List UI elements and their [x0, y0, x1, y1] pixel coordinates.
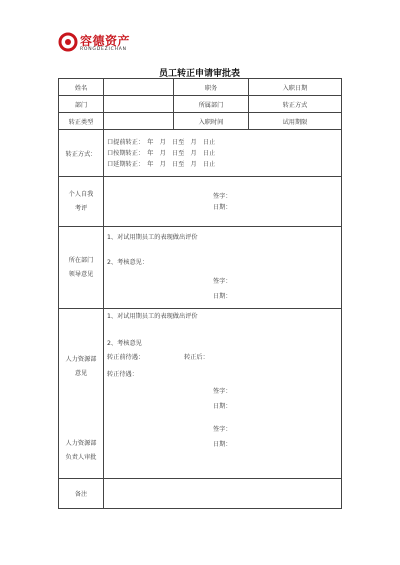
hr-review-label-line1: 人力资源部: [65, 356, 97, 363]
dept-value: 所属部门: [174, 96, 249, 113]
type-label: 转正类型: [59, 113, 104, 130]
dept-review-item1: 1、对试用期员工的表现做出评价: [107, 234, 198, 241]
hr-head-label-line2: 负责人审批: [65, 454, 97, 461]
hr-head-date: 日期：: [213, 441, 232, 448]
remarks-field[interactable]: [104, 479, 342, 509]
remarks-label: 备注: [59, 479, 104, 509]
self-eval-label-line1: 个人自我: [68, 190, 94, 198]
dept-review-label-line1: 所在部门: [68, 256, 94, 264]
document-title: 员工转正申请审批表: [158, 69, 240, 79]
form-row-type: [59, 113, 342, 130]
self-eval-signature: 签字：: [213, 192, 232, 200]
conversion-options: [104, 130, 342, 177]
hr-benefit: 转正待遇：: [107, 371, 138, 378]
hr-salary-line: [107, 352, 338, 363]
dept-label: 部门: [59, 96, 104, 113]
type-value: 入职时间: [174, 113, 249, 130]
hr-review-content[interactable]: [104, 309, 342, 479]
dept-review-date: 日期：: [213, 293, 232, 300]
form-row-name: [59, 79, 342, 96]
conversion-option-delayed[interactable]: 口延期转正： 年 月 日至 月 日止: [107, 160, 216, 168]
form-row-hr-review: [59, 309, 342, 479]
hr-review-date: 日期：: [213, 403, 232, 410]
approval-form: [58, 78, 342, 509]
dept-review-label-line2: 领导意见: [68, 270, 94, 278]
self-eval-label: [59, 177, 104, 227]
entry-date-label: 入职日期: [249, 79, 342, 96]
logo-name: 容德资产: [80, 34, 131, 48]
dept-review-signature: 签字：: [213, 278, 232, 285]
form-row-dept-review: [59, 227, 342, 309]
conversion-option-early[interactable]: 口提前转正： 年 月 日至 月 日止: [107, 138, 216, 146]
name-field[interactable]: [104, 79, 174, 96]
name-label: 姓名: [59, 79, 104, 96]
form-row-conversion: [59, 130, 342, 177]
dept-review-item2: 2、考核意见：: [107, 259, 149, 266]
dept-field[interactable]: [104, 96, 174, 113]
hr-head-signature: 签字：: [213, 426, 232, 433]
dept-review-label: [59, 227, 104, 309]
position-label: 职务: [174, 79, 249, 96]
probation-label: 试用期限: [249, 113, 342, 130]
self-eval-content[interactable]: [104, 177, 342, 227]
conversion-option-ontime[interactable]: 口按期转正： 年 月 日至 月 日止: [107, 149, 216, 157]
hr-review-label: [59, 309, 104, 479]
hr-review-item2: 2、考核意见: [107, 340, 142, 347]
self-eval-date: 日期：: [213, 203, 232, 211]
type-field[interactable]: [104, 113, 174, 130]
method-label: 转正方式: [249, 96, 342, 113]
hr-head-label-line1: 人力资源部: [65, 440, 97, 447]
company-logo: [58, 32, 168, 56]
dept-review-content[interactable]: [104, 227, 342, 309]
hr-review-item1: 1、对试用期员工的表现做出评价: [107, 313, 198, 320]
hr-review-signature: 签字：: [213, 388, 232, 395]
self-eval-label-line2: 考评: [74, 204, 88, 212]
hr-salary-before: 转正前待遇：: [107, 354, 145, 361]
form-row-self-eval: [59, 177, 342, 227]
hr-salary-after: 转正后：: [184, 354, 209, 361]
form-row-remarks: [59, 479, 342, 509]
form-row-dept: [59, 96, 342, 113]
hr-review-label-line2: 意见: [74, 370, 88, 377]
logo-subtitle: RONGDEZICHAN: [80, 47, 127, 52]
logo-mark-icon: [58, 32, 78, 52]
conversion-label: 转正方式：: [59, 130, 104, 177]
